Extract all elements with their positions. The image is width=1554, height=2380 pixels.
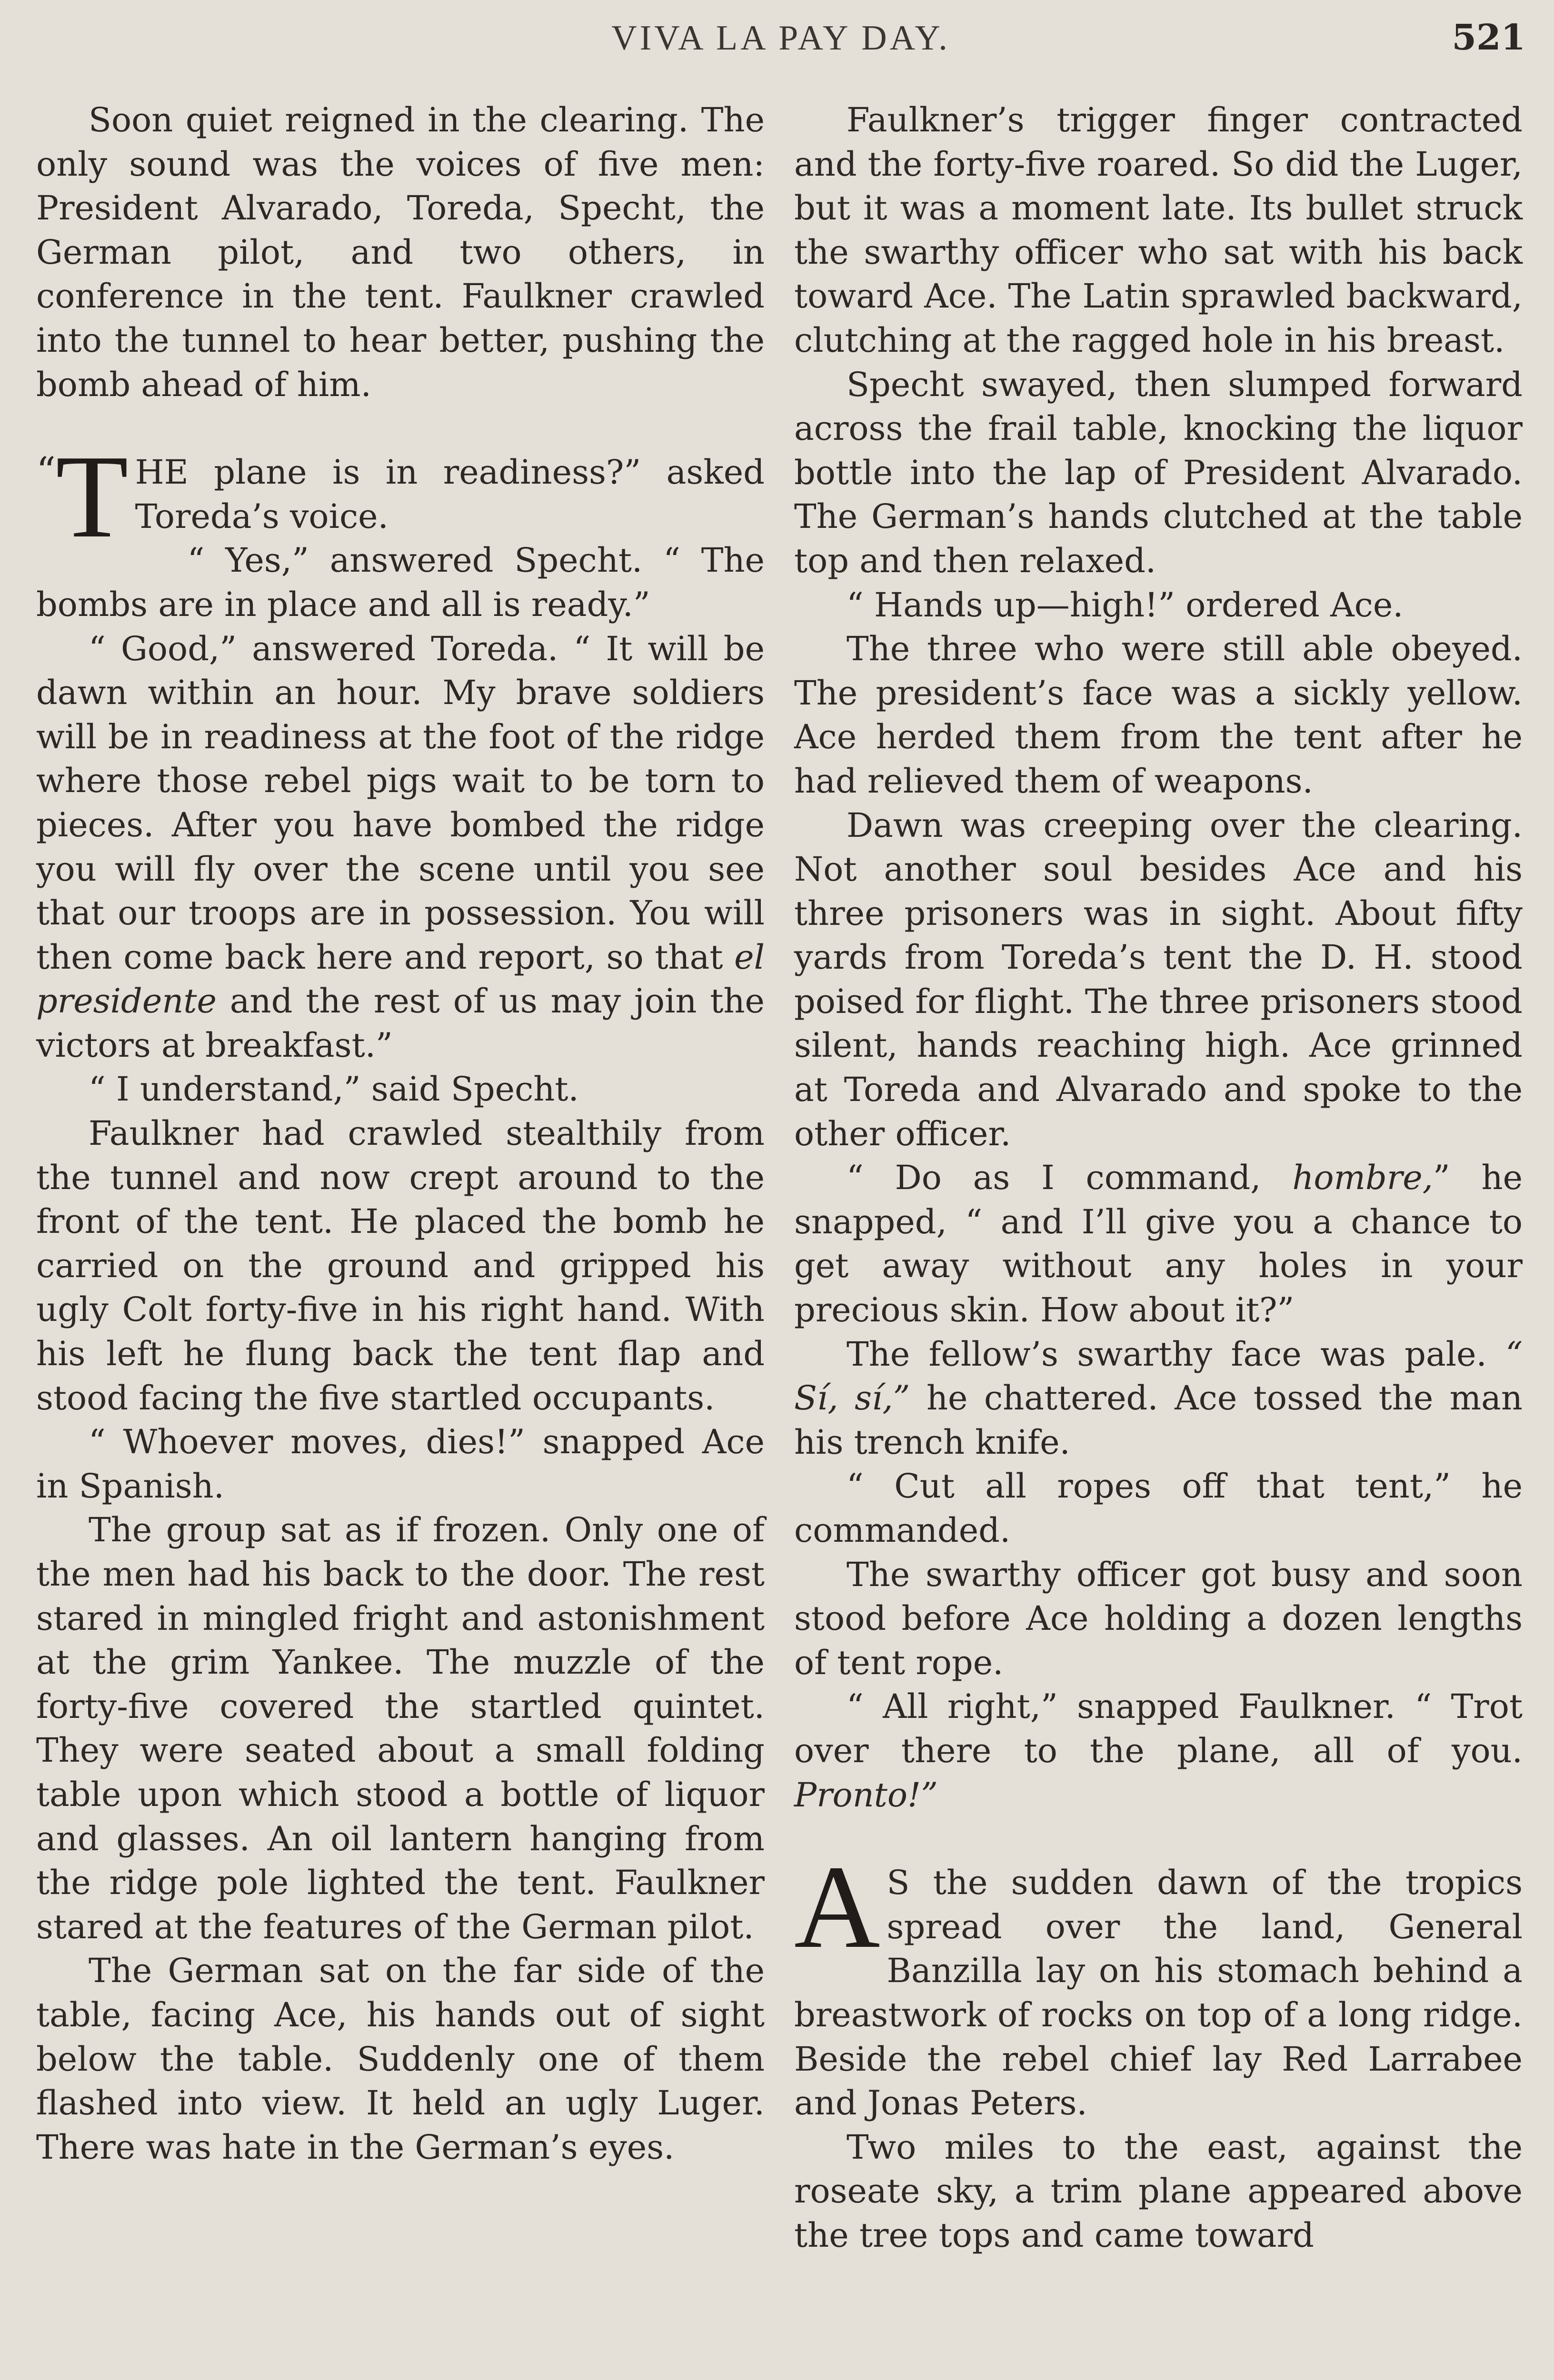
paragraph: “ Whoever moves, dies!” snapped Ace in Spanish. bbox=[36, 1422, 765, 1506]
paragraph: The German sat on the far side of the table, facing Ace, his hands out of sight below the table. Suddenly one of them flashed into view. It held an ugly Luger. There was hate in the German’s eyes. bbox=[36, 1951, 765, 2167]
paragraph: “ Cut all ropes off that tent,” he commanded. bbox=[794, 1467, 1523, 1550]
left-column bbox=[36, 98, 765, 2169]
dropcap: A bbox=[794, 1841, 880, 1973]
paragraph: Soon quiet reigned in the clearing. The only sound was the voices of five men: President Alvarado, Toreda, Specht, the German pilot, and two others, in conference in the tent. Faulkner crawled into the tunnel to hear better, pushing the bomb ahead of him. bbox=[36, 100, 765, 404]
paragraph: “ All right,” snapped Faulkner. “ Trot over there to the plane, all of you. Pronto!” bbox=[794, 1687, 1523, 1815]
dropcap: T bbox=[55, 431, 129, 563]
section-break bbox=[36, 407, 765, 450]
paragraph: Dawn was creeping over the clearing. Not another soul besides Ace and his three prisoners was in sight. About fifty yards from Toreda’s tent the D. H. stood poised for flight. The three prisoners stood silent, hands reaching high. Ace grinned at Toreda and Alvarado and spoke to the other officer. bbox=[794, 805, 1523, 1153]
paragraph: Two miles to the east, against the roseate sky, a trim plane appeared above the tree tops and came toward bbox=[794, 2127, 1523, 2255]
paragraph: The swarthy officer got busy and soon stood before Ace holding a dozen lengths of tent rope. bbox=[794, 1555, 1523, 1682]
paragraph: Faulkner’s trigger finger contracted and the forty-five roared. So did the Luger, but it was a moment late. Its bullet struck the swarthy officer who sat with his back toward Ace. The Latin sprawled backward, clutching at the ragged hole in his breast. bbox=[794, 100, 1523, 360]
paragraph: Faulkner had crawled stealthily from the tunnel and now crept around to the front of the tent. He placed the bomb he carried on the ground and gripped his ugly Colt forty-five in his right hand. With his left he flung back the tent flap and stood facing the five startled occupants. bbox=[36, 1114, 765, 1418]
paragraph-dropcap: A S the sudden dawn of the tropics spread over the land, General Banzilla lay on his stomach behind a breastwork of rocks on top of a long ridge. Beside the rebel chief lay Red Larrabee and Jonas Peters. bbox=[794, 1841, 1523, 2123]
paragraph: The fellow’s swarthy face was pale. “ Sí, sí,” he chattered. Ace tossed the man his trench knife. bbox=[794, 1334, 1523, 1462]
paragraph-dropcap: “ T HE plane is in readiness?” asked Toreda’s voice. bbox=[36, 431, 765, 563]
running-title: VIVA LA PAY DAY. bbox=[611, 19, 950, 58]
paragraph: “ Do as I command, hombre,” he snapped, “ and I’ll give you a chance to get away without any holes in your precious skin. How about it?” bbox=[794, 1158, 1523, 1330]
paragraph: The group sat as if frozen. Only one of the men had his back to the door. The rest stared in mingled fright and astonishment at the grim Yankee. The muzzle of the forty-five covered the startled quintet. They were seated about a small folding table upon which stood a bottle of liquor and glasses. An oil lantern hanging from the ridge pole lighted the tent. Faulkner stared at the features of the German pilot. bbox=[36, 1510, 765, 1946]
page-number: 521 bbox=[1452, 17, 1525, 58]
paragraph: The three who were still able obeyed. The president’s face was a sickly yellow. Ace herded them from the tent after he had relieved them of weapons. bbox=[794, 629, 1523, 801]
paragraph: “ Hands up—high!” ordered Ace. bbox=[847, 585, 1404, 625]
paragraph: “ Good,” answered Toreda. “ It will be dawn within an hour. My brave soldiers will be in readiness at the foot of the ridge where those rebel pigs wait to be torn to pieces. After you have bombed the ridge you will fly over the scene until you see that our troops are in possession. You will then come back here and report, so that el presidente and the rest of us may join the victors at breakfast.” bbox=[36, 629, 765, 1065]
dropcap-quote: “ bbox=[36, 449, 56, 494]
section-break bbox=[794, 1817, 1523, 1861]
right-column bbox=[794, 98, 1523, 2258]
paragraph: Specht swayed, then slumped forward across the frail table, knocking the liquor bottle into the lap of President Alvarado. The German’s hands clutched at the table top and then relaxed. bbox=[794, 365, 1523, 580]
paragraph: “ Yes,” answered Specht. “ The bombs are in place and all is ready.” bbox=[36, 541, 765, 624]
paragraph: “ I understand,” said Specht. bbox=[89, 1070, 579, 1109]
